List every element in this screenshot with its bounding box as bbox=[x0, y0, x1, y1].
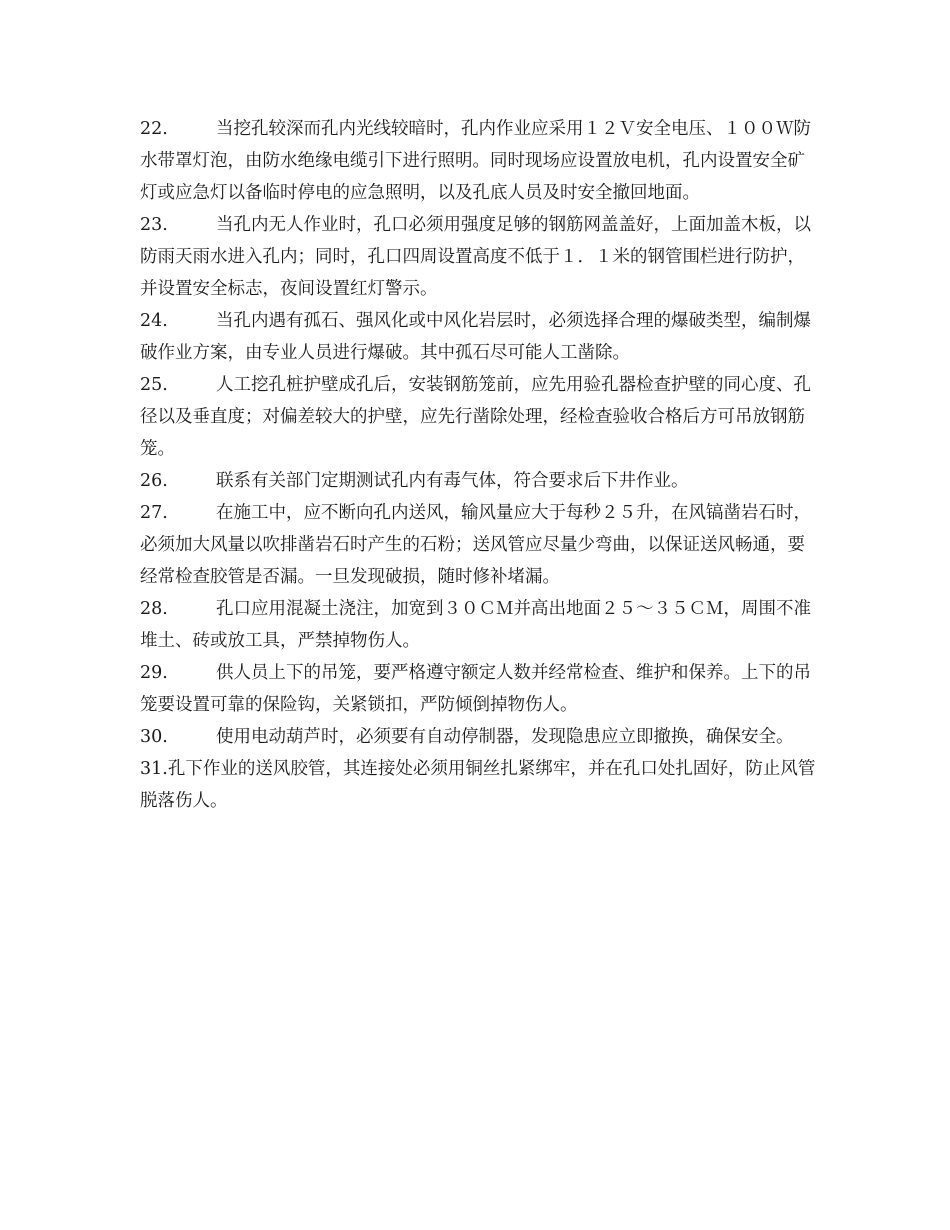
list-item bbox=[140, 113, 820, 209]
item-text: 使用电动葫芦时，必须要有自动停制器，发现隐患应立即撤换，确保安全。 bbox=[216, 727, 794, 747]
item-number: 30. bbox=[140, 727, 168, 747]
item-text: 孔口应用混凝土浇注，加宽到３０ＣＭ并高出地面２５～３５ＣＭ，周围不准堆土、砖或放工具，严禁掉物伤人。 bbox=[140, 599, 811, 651]
list-item bbox=[140, 465, 820, 497]
item-text: 联系有关部门定期测试孔内有毒气体，符合要求后下井作业。 bbox=[216, 471, 689, 491]
list-item bbox=[140, 497, 820, 593]
list-item bbox=[140, 593, 820, 657]
item-number: 29. bbox=[140, 663, 168, 683]
item-number: 28. bbox=[140, 599, 168, 619]
item-text: 当孔内无人作业时，孔口必须用强度足够的钢筋网盖盖好，上面加盖木板，以防雨天雨水进入孔内；同时，孔口四周设置高度不低于１．１米的钢管围栏进行防护，并设置安全标志，夜间设置红灯警示。 bbox=[140, 215, 811, 299]
item-number: 24. bbox=[140, 311, 168, 331]
list-item bbox=[140, 369, 820, 465]
item-number: 27. bbox=[140, 503, 168, 523]
item-text: 供人员上下的吊笼，要严格遵守额定人数并经常检查、维护和保养。上下的吊笼要设置可靠的保险钩，关紧锁扣，严防倾倒掉物伤人。 bbox=[140, 663, 811, 715]
item-text: 当挖孔较深而孔内光线较暗时，孔内作业应采用１２Ｖ安全电压、１００Ｗ防水带罩灯泡，由防水绝缘电缆引下进行照明。同时现场应设置放电机，孔内设置安全矿灯或应急灯以备临时停电的应急照明，以及孔底人员及时安全撤回地面。 bbox=[140, 119, 811, 203]
list-item bbox=[140, 721, 820, 753]
item-number: 25. bbox=[140, 375, 168, 395]
item-number: 31. bbox=[140, 759, 168, 779]
list-item bbox=[140, 753, 820, 817]
item-number: 23. bbox=[140, 215, 168, 235]
item-number: 26. bbox=[140, 471, 168, 491]
document-body bbox=[140, 113, 820, 817]
item-text: 孔下作业的送风胶管，其连接处必须用铜丝扎紧绑牢，并在孔口处扎固好，防止风管脱落伤人。 bbox=[140, 759, 816, 811]
item-text: 人工挖孔桩护壁成孔后，安装钢筋笼前，应先用验孔器检查护壁的同心度、孔径以及垂直度；对偏差较大的护壁，应先行凿除处理，经检查验收合格后方可吊放钢筋笼。 bbox=[140, 375, 811, 459]
item-number: 22. bbox=[140, 119, 168, 139]
list-item bbox=[140, 657, 820, 721]
item-text: 当孔内遇有孤石、强风化或中风化岩层时，必须选择合理的爆破类型，编制爆破作业方案，由专业人员进行爆破。其中孤石尽可能人工凿除。 bbox=[140, 311, 811, 363]
list-item bbox=[140, 305, 820, 369]
item-text: 在施工中，应不断向孔内送风，输风量应大于每秒２５升，在风镐凿岩石时，必须加大风量以吹排凿岩石时产生的石粉；送风管应尽量少弯曲，以保证送风畅通，要经常检查胶管是否漏。一旦发现破损，随时修补堵漏。 bbox=[140, 503, 811, 587]
list-item bbox=[140, 209, 820, 305]
